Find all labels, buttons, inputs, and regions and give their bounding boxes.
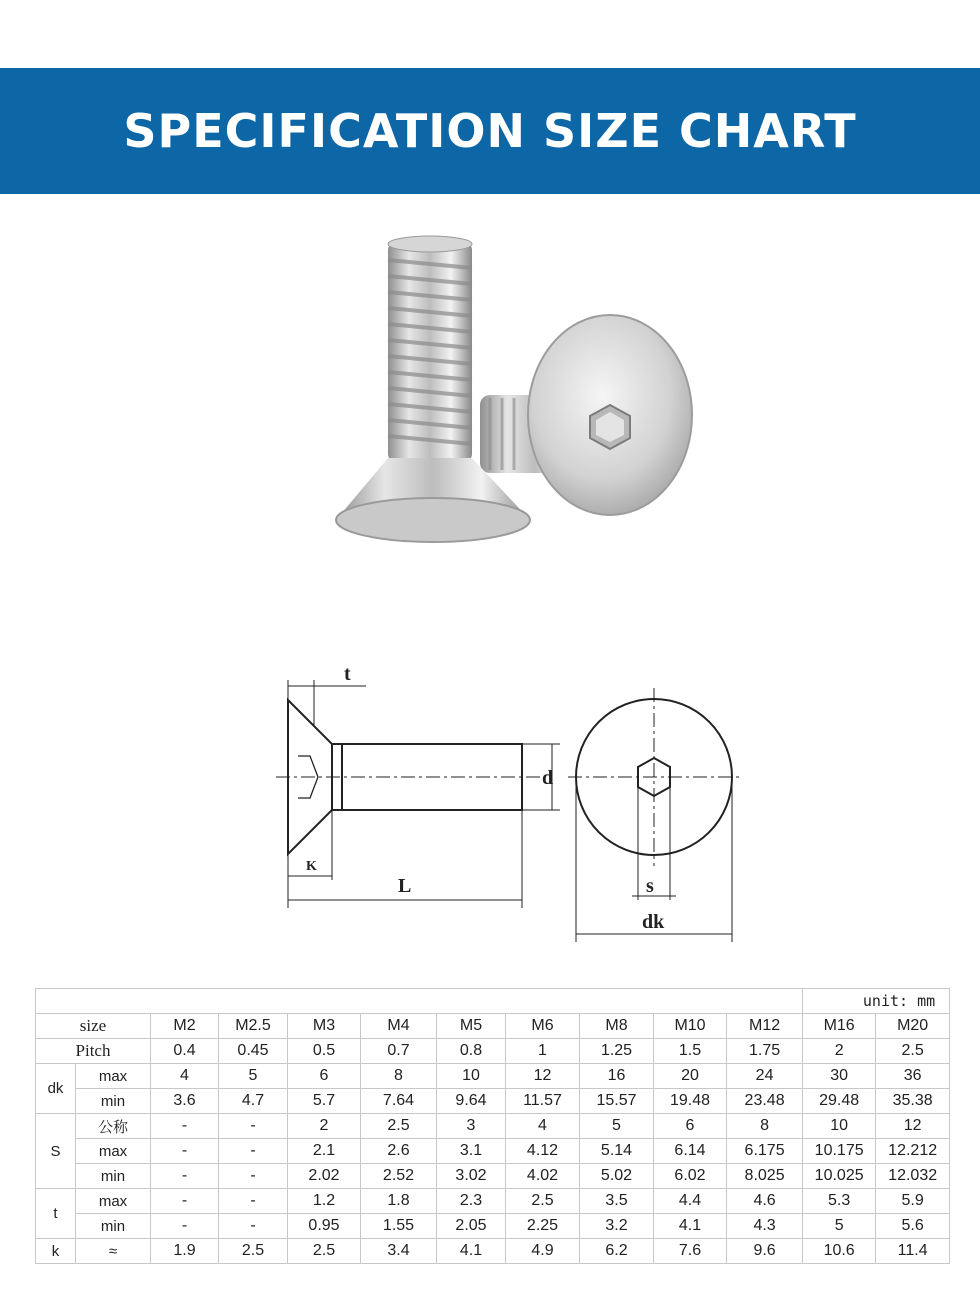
product-photo bbox=[330, 230, 700, 550]
pitch-cell: 2 bbox=[803, 1039, 876, 1064]
title-banner bbox=[0, 68, 980, 194]
size-header-cell: M20 bbox=[876, 1014, 950, 1039]
pitch-cell: 1 bbox=[506, 1039, 580, 1064]
s-max-cell: 6.14 bbox=[654, 1139, 727, 1164]
k-approx-cell: 2.5 bbox=[219, 1239, 288, 1264]
pitch-cell: 0.4 bbox=[151, 1039, 219, 1064]
pitch-cell: 0.45 bbox=[219, 1039, 288, 1064]
t-max-cell: 1.8 bbox=[361, 1189, 437, 1214]
pitch-cell: 0.5 bbox=[288, 1039, 361, 1064]
pitch-cell: 2.5 bbox=[876, 1039, 950, 1064]
s-nominal-cell: 2 bbox=[288, 1114, 361, 1139]
row-sublabel-approx: ≈ bbox=[76, 1239, 151, 1264]
row-sublabel-max: max bbox=[76, 1064, 151, 1089]
k-approx-cell: 4.1 bbox=[437, 1239, 506, 1264]
dk-max-cell: 5 bbox=[219, 1064, 288, 1089]
s-min-row bbox=[36, 1164, 950, 1189]
s-max-cell: - bbox=[151, 1139, 219, 1164]
row-sublabel-min: min bbox=[76, 1214, 151, 1239]
s-min-cell: - bbox=[219, 1164, 288, 1189]
t-max-cell: - bbox=[151, 1189, 219, 1214]
technical-drawing bbox=[270, 660, 760, 950]
t-max-cell: 4.4 bbox=[654, 1189, 727, 1214]
spec-table-wrapper bbox=[35, 988, 949, 1264]
drawing-label-s: s bbox=[646, 875, 654, 897]
drawing-label-l: L bbox=[398, 875, 412, 897]
s-max-cell: 5.14 bbox=[580, 1139, 654, 1164]
dk-min-cell: 29.48 bbox=[803, 1089, 876, 1114]
screw-photo-front bbox=[336, 236, 530, 542]
row-label-pitch: Pitch bbox=[36, 1039, 151, 1064]
s-min-cell: 3.02 bbox=[437, 1164, 506, 1189]
t-min-cell: 2.05 bbox=[437, 1214, 506, 1239]
t-min-cell: - bbox=[219, 1214, 288, 1239]
s-min-cell: 8.025 bbox=[727, 1164, 803, 1189]
size-header-cell: M6 bbox=[506, 1014, 580, 1039]
dk-min-cell: 3.6 bbox=[151, 1089, 219, 1114]
dk-max-cell: 30 bbox=[803, 1064, 876, 1089]
s-min-cell: - bbox=[151, 1164, 219, 1189]
pitch-cell: 0.8 bbox=[437, 1039, 506, 1064]
dk-max-cell: 12 bbox=[506, 1064, 580, 1089]
s-nominal-cell: 6 bbox=[654, 1114, 727, 1139]
pitch-cell: 1.25 bbox=[580, 1039, 654, 1064]
row-group-k: k bbox=[36, 1239, 76, 1264]
s-nominal-cell: 10 bbox=[803, 1114, 876, 1139]
screw-photo-back bbox=[480, 315, 692, 515]
t-max-cell: 2.3 bbox=[437, 1189, 506, 1214]
pitch-row bbox=[36, 1039, 950, 1064]
size-header-cell: M5 bbox=[437, 1014, 506, 1039]
row-group-s: S bbox=[36, 1114, 76, 1189]
t-max-cell: 4.6 bbox=[727, 1189, 803, 1214]
t-min-row bbox=[36, 1214, 950, 1239]
dk-min-cell: 4.7 bbox=[219, 1089, 288, 1114]
s-nominal-cell: 5 bbox=[580, 1114, 654, 1139]
pitch-cell: 1.5 bbox=[654, 1039, 727, 1064]
dk-max-cell: 6 bbox=[288, 1064, 361, 1089]
s-min-cell: 4.02 bbox=[506, 1164, 580, 1189]
size-header-cell: M4 bbox=[361, 1014, 437, 1039]
s-max-cell: 12.212 bbox=[876, 1139, 950, 1164]
dk-min-cell: 9.64 bbox=[437, 1089, 506, 1114]
k-approx-cell: 3.4 bbox=[361, 1239, 437, 1264]
dk-min-cell: 15.57 bbox=[580, 1089, 654, 1114]
row-group-dk: dk bbox=[36, 1064, 76, 1114]
t-max-cell: 2.5 bbox=[506, 1189, 580, 1214]
t-min-cell: 4.1 bbox=[654, 1214, 727, 1239]
drawing-label-t: t bbox=[344, 663, 351, 685]
k-approx-row bbox=[36, 1239, 950, 1264]
size-header-cell: M2.5 bbox=[219, 1014, 288, 1039]
dk-max-cell: 36 bbox=[876, 1064, 950, 1089]
s-min-cell: 2.52 bbox=[361, 1164, 437, 1189]
row-sublabel-min: min bbox=[76, 1164, 151, 1189]
t-max-cell: 3.5 bbox=[580, 1189, 654, 1214]
dk-min-cell: 19.48 bbox=[654, 1089, 727, 1114]
k-approx-cell: 6.2 bbox=[580, 1239, 654, 1264]
s-min-cell: 6.02 bbox=[654, 1164, 727, 1189]
s-min-cell: 5.02 bbox=[580, 1164, 654, 1189]
dk-min-cell: 5.7 bbox=[288, 1089, 361, 1114]
s-nominal-cell: 3 bbox=[437, 1114, 506, 1139]
size-header-cell: M10 bbox=[654, 1014, 727, 1039]
drawing-label-d: d bbox=[542, 767, 554, 789]
s-min-cell: 10.025 bbox=[803, 1164, 876, 1189]
size-row bbox=[36, 1014, 950, 1039]
t-min-cell: 5 bbox=[803, 1214, 876, 1239]
dk-max-cell: 20 bbox=[654, 1064, 727, 1089]
s-max-cell: 2.1 bbox=[288, 1139, 361, 1164]
pitch-cell: 1.75 bbox=[727, 1039, 803, 1064]
row-label-size: size bbox=[36, 1014, 151, 1039]
size-header-cell: M16 bbox=[803, 1014, 876, 1039]
size-header-cell: M3 bbox=[288, 1014, 361, 1039]
s-max-cell: 10.175 bbox=[803, 1139, 876, 1164]
s-max-cell: 3.1 bbox=[437, 1139, 506, 1164]
s-nominal-cell: 4 bbox=[506, 1114, 580, 1139]
dk-min-cell: 23.48 bbox=[727, 1089, 803, 1114]
s-max-cell: 6.175 bbox=[727, 1139, 803, 1164]
row-sublabel-max: max bbox=[76, 1189, 151, 1214]
s-max-cell: 4.12 bbox=[506, 1139, 580, 1164]
s-nominal-cell: 8 bbox=[727, 1114, 803, 1139]
row-sublabel-nominal: 公称 bbox=[76, 1114, 151, 1139]
s-nominal-cell: - bbox=[219, 1114, 288, 1139]
dk-min-cell: 7.64 bbox=[361, 1089, 437, 1114]
s-nominal-row bbox=[36, 1114, 950, 1139]
s-max-row bbox=[36, 1139, 950, 1164]
row-group-t: t bbox=[36, 1189, 76, 1239]
k-approx-cell: 9.6 bbox=[727, 1239, 803, 1264]
dk-min-cell: 11.57 bbox=[506, 1089, 580, 1114]
k-approx-cell: 1.9 bbox=[151, 1239, 219, 1264]
dk-max-cell: 24 bbox=[727, 1064, 803, 1089]
s-nominal-cell: 12 bbox=[876, 1114, 950, 1139]
size-header-cell: M12 bbox=[727, 1014, 803, 1039]
size-header-cell: M8 bbox=[580, 1014, 654, 1039]
k-approx-cell: 7.6 bbox=[654, 1239, 727, 1264]
row-sublabel-max: max bbox=[76, 1139, 151, 1164]
k-approx-cell: 4.9 bbox=[506, 1239, 580, 1264]
row-sublabel-min: min bbox=[76, 1089, 151, 1114]
k-approx-cell: 11.4 bbox=[876, 1239, 950, 1264]
spec-table bbox=[35, 988, 950, 1264]
dk-max-cell: 10 bbox=[437, 1064, 506, 1089]
dk-min-row bbox=[36, 1089, 950, 1114]
s-max-cell: 2.6 bbox=[361, 1139, 437, 1164]
drawing-label-k: K bbox=[306, 859, 317, 874]
t-min-cell: 3.2 bbox=[580, 1214, 654, 1239]
s-min-cell: 12.032 bbox=[876, 1164, 950, 1189]
dk-min-cell: 35.38 bbox=[876, 1089, 950, 1114]
dk-max-cell: 4 bbox=[151, 1064, 219, 1089]
unit-row bbox=[36, 989, 950, 1014]
t-max-cell: - bbox=[219, 1189, 288, 1214]
t-max-cell: 5.3 bbox=[803, 1189, 876, 1214]
t-min-cell: 4.3 bbox=[727, 1214, 803, 1239]
t-min-cell: 1.55 bbox=[361, 1214, 437, 1239]
dk-max-row bbox=[36, 1064, 950, 1089]
t-max-cell: 5.9 bbox=[876, 1189, 950, 1214]
dk-max-cell: 16 bbox=[580, 1064, 654, 1089]
s-nominal-cell: 2.5 bbox=[361, 1114, 437, 1139]
t-min-cell: - bbox=[151, 1214, 219, 1239]
drawing-label-dk: dk bbox=[642, 911, 665, 933]
k-approx-cell: 10.6 bbox=[803, 1239, 876, 1264]
t-min-cell: 2.25 bbox=[506, 1214, 580, 1239]
k-approx-cell: 2.5 bbox=[288, 1239, 361, 1264]
unit-label: unit: mm bbox=[803, 989, 950, 1014]
pitch-cell: 0.7 bbox=[361, 1039, 437, 1064]
t-min-cell: 5.6 bbox=[876, 1214, 950, 1239]
unit-row-blank bbox=[36, 989, 803, 1014]
s-min-cell: 2.02 bbox=[288, 1164, 361, 1189]
s-nominal-cell: - bbox=[151, 1114, 219, 1139]
t-max-cell: 1.2 bbox=[288, 1189, 361, 1214]
t-min-cell: 0.95 bbox=[288, 1214, 361, 1239]
size-header-cell: M2 bbox=[151, 1014, 219, 1039]
t-max-row bbox=[36, 1189, 950, 1214]
page-title: SPECIFICATION SIZE CHART bbox=[123, 104, 857, 158]
s-max-cell: - bbox=[219, 1139, 288, 1164]
dk-max-cell: 8 bbox=[361, 1064, 437, 1089]
